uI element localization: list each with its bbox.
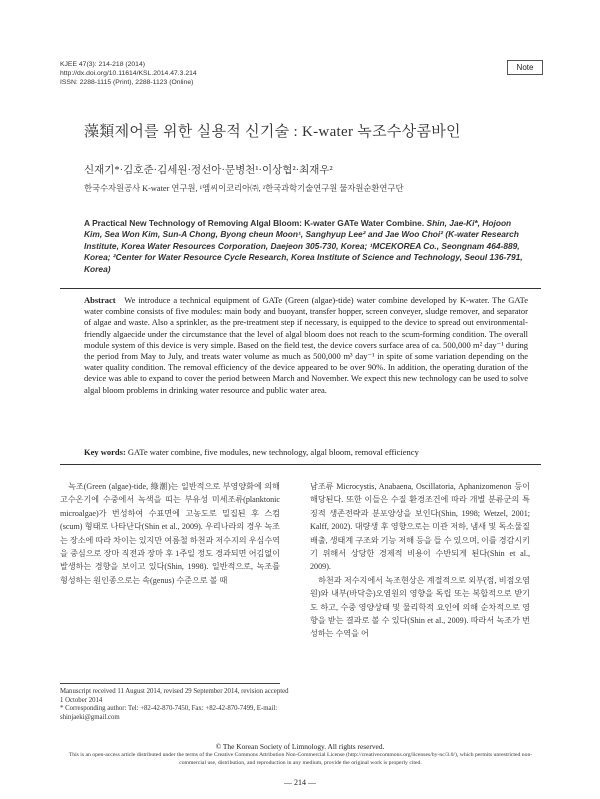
abstract-bottom-rule <box>60 464 541 465</box>
abstract-label: Abstract <box>84 295 116 305</box>
keywords <box>84 447 528 457</box>
keywords-text: GATe water combine, five modules, new technology, algal bloom, removal efficiency <box>127 447 419 457</box>
body-paragraph: 녹조(Green (algae)-tide, 綠潮)는 일반적으로 부영양화에 의해 고수온기에 수중에서 녹색을 띠는 부유성 미세조류(planktonic microalgae)가 번성하여 수표면에 고농도로 밀집된 후 스컴(scum) 형태로 나타난다(Shin et al., 2009). 우리나라의 경우 녹조는 장소에 따라 차이는 있지만 여름철 하천과 저수지의 우심수역을 중심으로 장마 직전과 장마 후 1주일 정도 경과되면 어김없이 발생하는 경향을 보이고 있다(Shin, 1998). 일반적으로, 녹조를 형성하는 원인종으로는 속(genus) 수준으로 볼 때 <box>60 482 280 585</box>
english-authors: Shin, Jae-Ki*, Hojoon Kim, Sea Won Kim, Sun-A Chong, Byong cheun Moon¹, Sanghyup Lee² and Jae Woo Choi² <box>84 218 512 240</box>
body-paragraph: 하천과 저수지에서 녹조현상은 계절적으로 외부(점, 비점오염원)와 내부(바닥층)오염원의 영향을 독립 또는 복합적으로 받기도 하고, 수중 영양상태 및 물리학적 요인에 의해 순차적으로 영향을 받는 결과로 볼 수 있다(Shin et al., 2009). 따라서 녹조가 번성하는 수역을 어 <box>310 575 530 639</box>
english-title-block <box>84 218 528 275</box>
journal-header <box>60 60 197 88</box>
body-left-column <box>60 480 280 587</box>
korean-title: 藻類제어를 위한 실용적 신기술 : K-water 녹조수상콤바인 <box>84 124 461 140</box>
abstract-text: We introduce a technical equipment of GATe (Green (algae)-tide) water combine developed by K-water. The GATe water combine consists of five modules: main body and buoyant, transfer hopper, screen conveyer, sludge remover, and separator of algae and waste. Also a sprinkler, as the pre-treatment step if necessary, is equipped to the device to spread out environmental-friendly algaecide under the circumstance that the level of algal bloom does not reach to the scum-forming condition. The overall module system of this device is very simple. Based on the field test, the device covers surface area of ca. 500,000 m² day⁻¹ during the period from May to July, and treats water volume as much as 500,000 m³ day⁻¹ in spite of some variation depending on the water quality condition. The removal efficiency of the device appeared to be over 90%. In addition, the operating duration of the device was able to expand to cover the period between March and November. We expect this new technology can be used to solve algal bloom problems in drinking water resource and public water area. <box>84 295 528 395</box>
footnote <box>60 688 290 722</box>
footnote-rule <box>60 683 280 684</box>
note-badge: Note <box>507 60 543 75</box>
keywords-label: Key words: <box>84 447 126 457</box>
abstract-top-rule <box>60 288 541 289</box>
license-text: This is an open-access article distributed under the terms of the Creative Commons Attribution Non-Commercial License (http://creativecommons.org/licenses/by-nc/3.0/), which permits unrestricted non-commercial use, distribution, and reproduction in any medium, provide the original work is properly cited. <box>68 752 533 766</box>
journal-citation: KJEE 47(3): 214-218 (2014) <box>60 61 146 68</box>
english-title: A Practical New Technology of Removing Algal Bloom: K-water GATe Water Combine. <box>84 218 425 228</box>
korean-authors: 신재기*·김호준·김세원·정선아·문병천¹·이상협²·최재우² <box>84 165 333 176</box>
copyright-line: © The Korean Society of Limnology. All rights reserved. <box>215 742 385 751</box>
body-paragraph: 남조류 Microcystis, Anabaena, Oscillatoria, Aphanizomenon 등이 해당된다. 또한 이들은 수질 환경조건에 따라 개별 분류군의 특징적 생존전략과 분포양상을 보인다(Shin, 1998; Wetzel, 2001; Kalff, 2002). 대량생 후 영향으로는 미관 저하, 냄새 및 독소물질 배출, 생태계 구조와 기능 저해 등을 들 수 있으며, 이를 경감시키기 위해서 상당한 경제적 비용이 수반되게 된다(Shin et al., 2009). <box>310 482 530 572</box>
body-right-column <box>310 480 530 641</box>
manuscript-dates: Manuscript received 11 August 2014, revised 29 September 2014, revision accepted 1 October 2014 <box>60 688 289 704</box>
page-number: — 214 — <box>284 778 316 787</box>
corresponding-author: * Corresponding author: Tel: +82-42-870-7450, Fax: +82-42-870-7499, E-mail: shinjaeki@gmail.com <box>60 705 278 721</box>
korean-affiliations: 한국수자원공사 K-water 연구원, ¹엠씨이코리아㈜, ²한국과학기술연구원 물자원순환연구단 <box>84 184 404 193</box>
doi-link[interactable]: http://dx.doi.org/10.11614/KSL.2014.47.3.214 <box>60 70 197 78</box>
issn-line: ISSN: 2288-1115 (Print), 2288-1123 (Online) <box>60 79 194 87</box>
english-affiliations: (K-water Research Institute, Korea Water Resources Corporation, Daejeon 305-730, Korea; ¹MCEKOREA Co., Seongnam 464-889, Korea; ²Center for Water Resource Cycle Research, Korea Institute of Science and Technology, Seoul 136-791, Korea) <box>84 229 523 274</box>
abstract <box>84 295 528 396</box>
